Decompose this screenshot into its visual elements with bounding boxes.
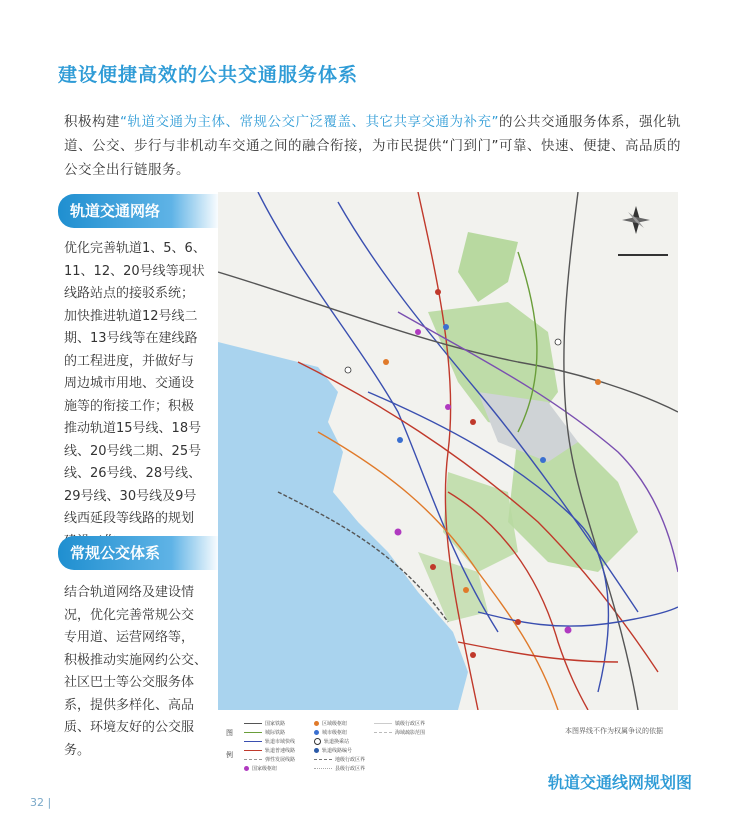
text-line: 专用道、运营网络等， bbox=[64, 630, 195, 645]
page-title: 建设便捷高效的公共交通服务体系 bbox=[58, 64, 359, 86]
text-line: 加快推进轨道12号线二 bbox=[64, 308, 198, 324]
legend-item bbox=[314, 765, 365, 772]
text-line: 结合轨道网络及建设情 bbox=[64, 585, 195, 600]
legend-label: 县级行政区界 bbox=[335, 766, 366, 772]
text-line: 施等的衔接工作；积极 bbox=[64, 398, 195, 414]
legend-heading: 图 例 bbox=[226, 729, 233, 759]
text-line: 优化完善轨道1、5、6、 bbox=[64, 241, 206, 256]
text-line: 况，优化完善常规公交 bbox=[64, 607, 195, 623]
page-number-value: 32 bbox=[30, 796, 44, 809]
section-tag-rail: 轨道交通网络 bbox=[58, 194, 220, 228]
text-line: 质、环境友好的公交服 bbox=[64, 720, 195, 735]
rail-network-map bbox=[218, 192, 678, 710]
legend-item bbox=[244, 765, 277, 772]
legend-label: 国家级枢纽 bbox=[252, 766, 278, 772]
legend-label: 区域级枢纽 bbox=[322, 721, 348, 727]
intro-highlight: “轨道交通为主体、常规公交广泛覆盖、其它共享交通为补充” bbox=[120, 114, 499, 130]
section-tag-bus: 常规公交体系 bbox=[58, 536, 220, 570]
legend-label: 轨道线路编号 bbox=[322, 748, 353, 754]
legend-item bbox=[244, 747, 295, 754]
text-line: 周边城市用地、交通设 bbox=[64, 376, 195, 391]
text-line: 线、20号线二期、25号 bbox=[64, 443, 202, 459]
text-line: 积极推动实施网约公交、 bbox=[64, 652, 208, 668]
text-line: 线路站点的接驳系统； bbox=[64, 286, 195, 301]
legend-label: 城市级枢纽 bbox=[322, 730, 348, 736]
legend-item bbox=[314, 738, 349, 745]
legend-item bbox=[314, 747, 352, 754]
text-line: 推动轨道15号线、18号 bbox=[64, 421, 202, 436]
legend-item bbox=[374, 729, 425, 736]
legend-item bbox=[244, 720, 285, 727]
text-line: 系，提供多样化、高品 bbox=[64, 697, 195, 713]
text-line: 线、26号线、28号线、 bbox=[64, 466, 202, 481]
text-line: 29号线、30号线及9号 bbox=[64, 488, 197, 504]
legend-item bbox=[244, 729, 285, 736]
intro-paragraph bbox=[64, 110, 684, 182]
legend-label: 城际铁路 bbox=[265, 730, 286, 736]
legend-label: 轨道市域快线 bbox=[265, 739, 296, 745]
legend-label: 海域疏影范围 bbox=[395, 730, 426, 736]
legend-item bbox=[374, 720, 425, 727]
legend-item bbox=[314, 756, 365, 763]
section-text-bus bbox=[64, 582, 212, 762]
legend-label: 轨道换乘站 bbox=[324, 739, 350, 745]
intro-suffix: 的公共交通服务体系，强化轨道、公交、步行与非机动车交通之间的融合衔接，为市民提供“门到门”可靠、快速、便捷、高品质的公交全出行链服务。 bbox=[64, 114, 681, 178]
text-line: 的工程进度，并做好与 bbox=[64, 353, 195, 369]
map-disclaimer: 本图界线不作为权属争议的依据 bbox=[565, 727, 663, 735]
text-line: 线西延段等线路的规划 bbox=[64, 511, 195, 526]
map-caption: 轨道交通线网规划图 bbox=[547, 773, 692, 792]
map-graphic bbox=[218, 192, 678, 710]
legend-label: 镇级行政区界 bbox=[395, 721, 426, 727]
text-line: 务。 bbox=[64, 742, 91, 758]
legend-label: 国家铁路 bbox=[265, 721, 286, 727]
legend-item bbox=[244, 756, 295, 763]
legend-item bbox=[314, 720, 347, 727]
section-text-rail bbox=[64, 238, 212, 553]
legend-item bbox=[244, 738, 295, 745]
text-line: 社区巴士等公交服务体 bbox=[64, 675, 195, 690]
legend-label: 轨道普速线路 bbox=[265, 748, 296, 754]
intro-prefix: 积极构建 bbox=[64, 114, 120, 130]
text-line: 11、12、20号线等现状 bbox=[64, 263, 205, 279]
legend-item bbox=[314, 729, 347, 736]
text-line: 期、13号线等在建线路 bbox=[64, 331, 198, 346]
legend-label: 地级行政区界 bbox=[335, 757, 366, 763]
page-number: 32 | bbox=[30, 796, 52, 809]
legend-label: 弹性发展线路 bbox=[265, 757, 296, 763]
